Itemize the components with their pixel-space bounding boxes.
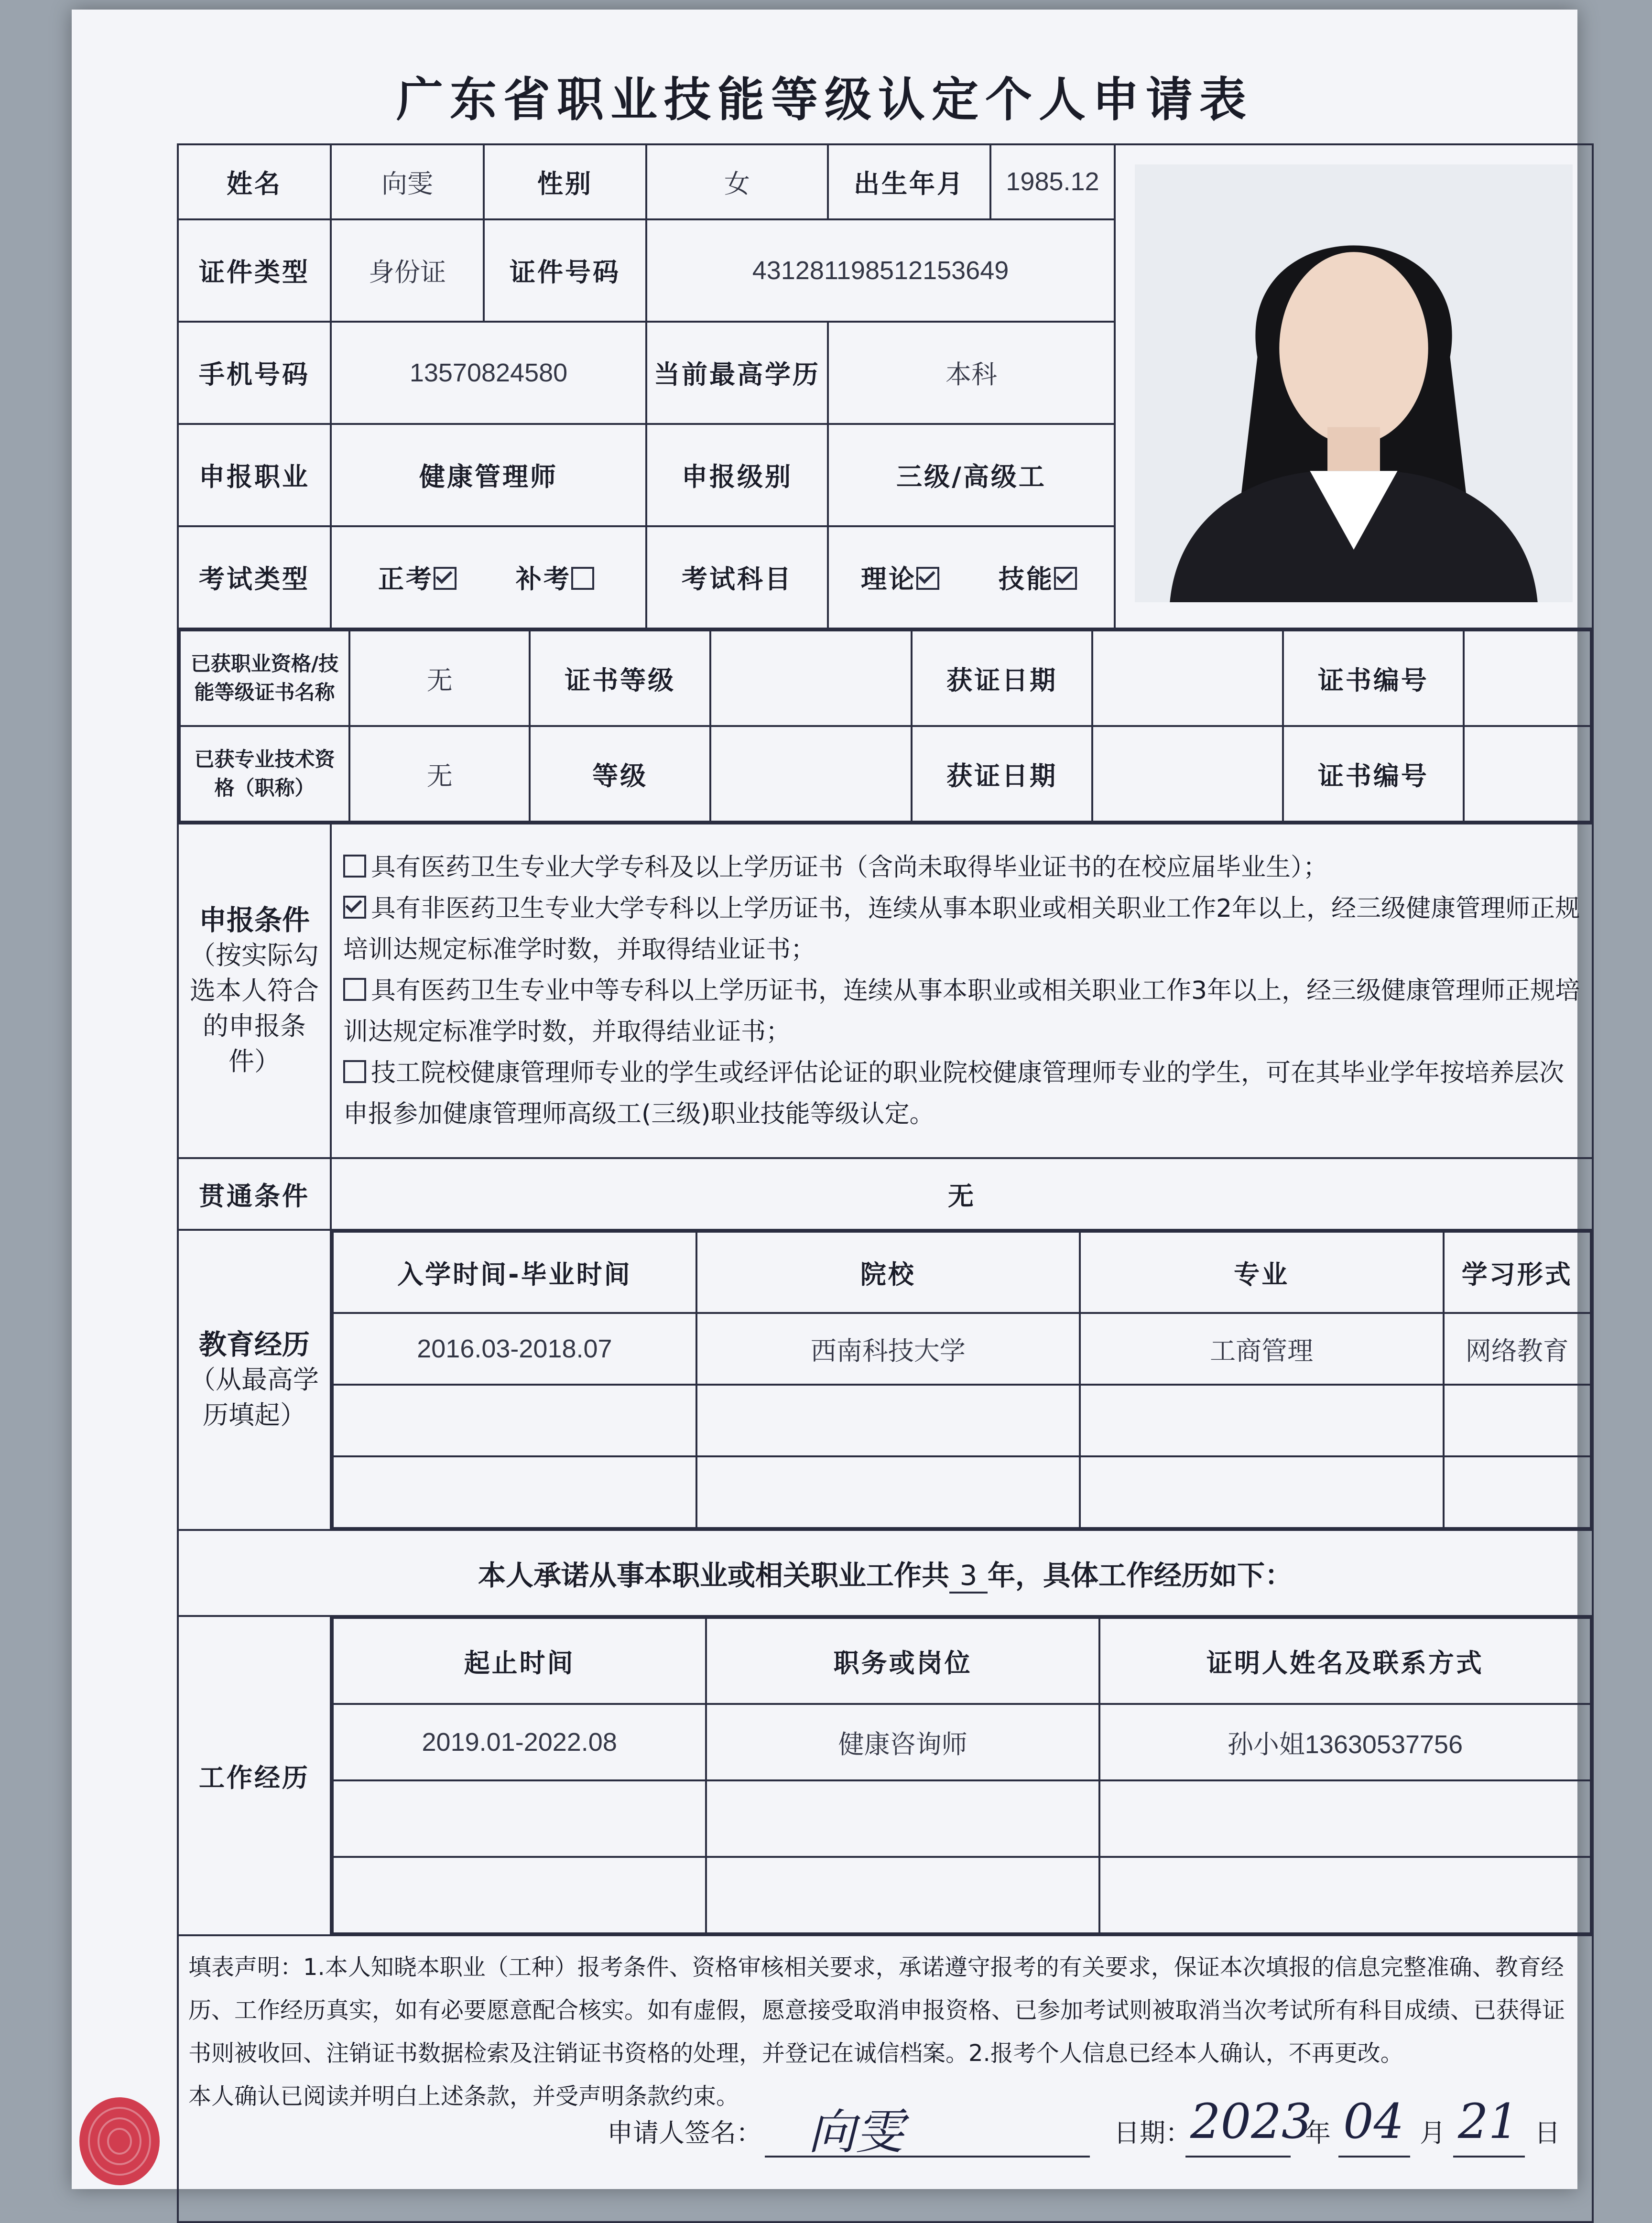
professional-title-label: 已获专业技术资格（职称） [180, 726, 349, 822]
education-sub-label: （从最高学历填起） [190, 1365, 319, 1430]
table-row [333, 1857, 1591, 1933]
education-mode-cell[interactable]: 网络教育 [1444, 1313, 1591, 1385]
education-header-row [333, 1232, 1591, 1313]
level-field[interactable]: 三级/高级工 [828, 424, 1115, 526]
name-field[interactable]: 向雯 [331, 144, 484, 219]
work-period-cell[interactable]: 2019.01-2022.08 [333, 1704, 706, 1780]
date-day-value: 21 [1458, 2093, 1519, 2149]
education-period-cell[interactable] [333, 1385, 696, 1456]
subject-theory-option[interactable]: 理论 [861, 564, 944, 594]
form-title: 广东省职业技能等级认定个人申请表 [396, 73, 1253, 127]
education-mode-cell[interactable] [1444, 1385, 1591, 1456]
level-label: 申报级别 [646, 424, 828, 526]
date-year-value: 2023 [1190, 2093, 1312, 2149]
education-mode-cell[interactable] [1444, 1456, 1591, 1528]
education-table [332, 1231, 1592, 1529]
subject-skill-option[interactable]: 技能 [999, 564, 1082, 594]
edu-label: 当前最高学历 [646, 322, 828, 424]
work-position-cell[interactable]: 健康咨询师 [706, 1704, 1099, 1780]
declaration-confirm: 本人确认已阅读并明白上述条款，并受声明条款约束。 [188, 2083, 739, 2110]
condition-checkbox-2[interactable] [343, 896, 366, 919]
work-header-row [333, 1618, 1591, 1704]
id-no-field[interactable]: 431281198512153649 [646, 219, 1115, 322]
vocational-cert-date-field[interactable] [1092, 630, 1283, 726]
through-label: 贯通条件 [178, 1158, 331, 1230]
certs-section [178, 629, 1593, 824]
table-row [333, 1385, 1591, 1456]
table-row [333, 1704, 1591, 1780]
work-pledge: 本人承诺从事本职业或相关职业工作共 3 年，具体工作经历如下： [178, 1530, 1593, 1616]
exam-type-label: 考试类型 [178, 526, 331, 629]
vocational-cert-no-field[interactable] [1464, 630, 1591, 726]
gender-label: 性别 [484, 144, 646, 219]
education-label-cell [178, 1230, 331, 1530]
fingerprint-icon [72, 2093, 167, 2189]
work-period-cell[interactable] [333, 1780, 706, 1857]
phone-label: 手机号码 [178, 322, 331, 424]
education-school-cell[interactable]: 西南科技大学 [696, 1313, 1080, 1385]
applicant-photo [1135, 164, 1573, 602]
sign-label: 申请人签名： [607, 2118, 762, 2148]
occupation-label: 申报职业 [178, 424, 331, 526]
work-header-period: 起止时间 [333, 1618, 706, 1704]
professional-date-label: 获证日期 [912, 726, 1092, 822]
exam-regular-option[interactable]: 正考 [378, 564, 461, 594]
vocational-cert-level-label: 证书等级 [530, 630, 710, 726]
work-reference-cell[interactable]: 孙小姐13630537756 [1099, 1704, 1591, 1780]
work-period-cell[interactable] [333, 1857, 706, 1933]
exam-makeup-checkbox[interactable] [571, 567, 594, 590]
birth-field[interactable]: 1985.12 [990, 144, 1115, 219]
table-row [333, 1456, 1591, 1528]
declaration-text: 填表声明：1.本人知晓本职业（工种）报考条件、资格审核相关要求，承诺遵守报考的有关要求，保证本次填报的信息完整准确、教育经历、工作经历真实，如有必要愿意配合核实。如有虚假，愿意接受取消申报资格、已参加考试则被取消当次考试所有科目成绩、已获得证书则被收回、注销证书数据检索及注销证书资格的处理，并登记在诚信档案。2.报考个人信息已经本人确认，不再更改。 [188, 1954, 1565, 2067]
name-label: 姓名 [178, 144, 331, 219]
certs-table [179, 629, 1592, 823]
work-header-position: 职务或岗位 [706, 1618, 1099, 1704]
education-period-cell[interactable] [333, 1456, 696, 1528]
education-period-cell[interactable]: 2016.03-2018.07 [333, 1313, 696, 1385]
date-label: 日期： [1114, 2118, 1191, 2148]
table-row [333, 1780, 1591, 1857]
date-month-value: 04 [1343, 2093, 1404, 2149]
education-major-cell[interactable]: 工商管理 [1080, 1313, 1444, 1385]
through-field[interactable]: 无 [331, 1158, 1593, 1230]
application-sheet [72, 10, 1580, 2189]
exam-type-options [331, 526, 646, 629]
exam-regular-checkbox[interactable] [434, 567, 456, 590]
id-no-label: 证件号码 [484, 219, 646, 322]
subject-theory-checkbox[interactable] [916, 567, 939, 590]
condition-item[interactable]: 具有非医药卫生专业大学专科以上学历证书，连续从事本职业或相关职业工作2年以上，经三级健康管理师正规培训达规定标准学时数，并取得结业证书； [343, 894, 1580, 964]
condition-checkbox-4[interactable] [343, 1060, 366, 1083]
gender-field[interactable]: 女 [646, 144, 828, 219]
condition-item[interactable]: 具有医药卫生专业大学专科及以上学历证书（含尚未取得毕业证书的在校应届毕业生）； [343, 847, 1580, 888]
education-major-cell[interactable] [1080, 1385, 1444, 1456]
professional-title-field[interactable]: 无 [349, 726, 530, 822]
edu-field[interactable]: 本科 [828, 322, 1115, 424]
signature-row [72, 2093, 1577, 2195]
conditions-sub-label: （按实际勾选本人符合的申报条件） [190, 940, 319, 1076]
professional-level-label: 等级 [530, 726, 710, 822]
exam-makeup-option[interactable]: 补考 [516, 564, 599, 594]
work-header-reference: 证明人姓名及联系方式 [1099, 1618, 1591, 1704]
vocational-cert-date-label: 获证日期 [912, 630, 1092, 726]
work-section [331, 1616, 1593, 1935]
education-section [331, 1230, 1593, 1530]
professional-cert-no-field[interactable] [1464, 726, 1591, 822]
application-form [177, 143, 1594, 2223]
professional-cert-no-label: 证书编号 [1283, 726, 1463, 822]
phone-field[interactable]: 13570824580 [331, 322, 646, 424]
education-school-cell[interactable] [696, 1456, 1080, 1528]
signature-handwriting: 向雯 [808, 2104, 903, 2160]
occupation-field[interactable]: 健康管理师 [331, 424, 646, 526]
work-reference-cell[interactable] [1099, 1857, 1591, 1933]
subject-skill-checkbox[interactable] [1054, 567, 1077, 590]
id-type-label: 证件类型 [178, 219, 331, 322]
pledge-years-field[interactable]: 3 [949, 1559, 988, 1594]
photo-cell [1115, 144, 1593, 629]
work-position-cell[interactable] [706, 1780, 1099, 1857]
conditions-list [331, 824, 1593, 1158]
education-school-cell[interactable] [696, 1385, 1080, 1456]
condition-checkbox-3[interactable] [343, 978, 366, 1001]
education-label: 教育经历 [198, 1328, 310, 1361]
vocational-cert-level-field[interactable] [710, 630, 912, 726]
professional-date-field[interactable] [1092, 726, 1283, 822]
vocational-cert-field[interactable]: 无 [349, 630, 530, 726]
condition-item[interactable]: 技工院校健康管理师专业的学生或经评估论证的职业院校健康管理师专业的学生，可在其毕业学年按培养层次申报参加健康管理师高级工(三级)职业技能等级认定。 [343, 1059, 1565, 1128]
year-unit: 年 [1305, 2118, 1331, 2148]
condition-item[interactable]: 具有医药卫生专业中等专科以上学历证书，连续从事本职业或相关职业工作3年以上，经三级健康管理师正规培训达规定标准学时数，并取得结业证书； [343, 976, 1580, 1046]
subject-label: 考试科目 [646, 526, 828, 629]
education-header-period: 入学时间-毕业时间 [333, 1232, 696, 1313]
day-unit: 日 [1534, 2118, 1560, 2148]
conditions-label: 申报条件 [198, 904, 310, 936]
condition-checkbox-1[interactable] [343, 855, 366, 878]
work-position-cell[interactable] [706, 1857, 1099, 1933]
month-unit: 月 [1420, 2118, 1446, 2148]
vocational-cert-label: 已获职业资格/技能等级证书名称 [180, 630, 349, 726]
subject-options [828, 526, 1115, 629]
conditions-label-cell [178, 824, 331, 1158]
education-major-cell[interactable] [1080, 1456, 1444, 1528]
professional-level-field[interactable] [710, 726, 912, 822]
education-header-major: 专业 [1080, 1232, 1444, 1313]
education-header-school: 院校 [696, 1232, 1080, 1313]
vocational-cert-no-label: 证书编号 [1283, 630, 1463, 726]
table-row [333, 1313, 1591, 1385]
id-type-field[interactable]: 身份证 [331, 219, 484, 322]
education-header-mode: 学习形式 [1444, 1232, 1591, 1313]
work-table [332, 1617, 1592, 1934]
work-label: 工作经历 [178, 1616, 331, 1935]
work-reference-cell[interactable] [1099, 1780, 1591, 1857]
birth-label: 出生年月 [828, 144, 990, 219]
